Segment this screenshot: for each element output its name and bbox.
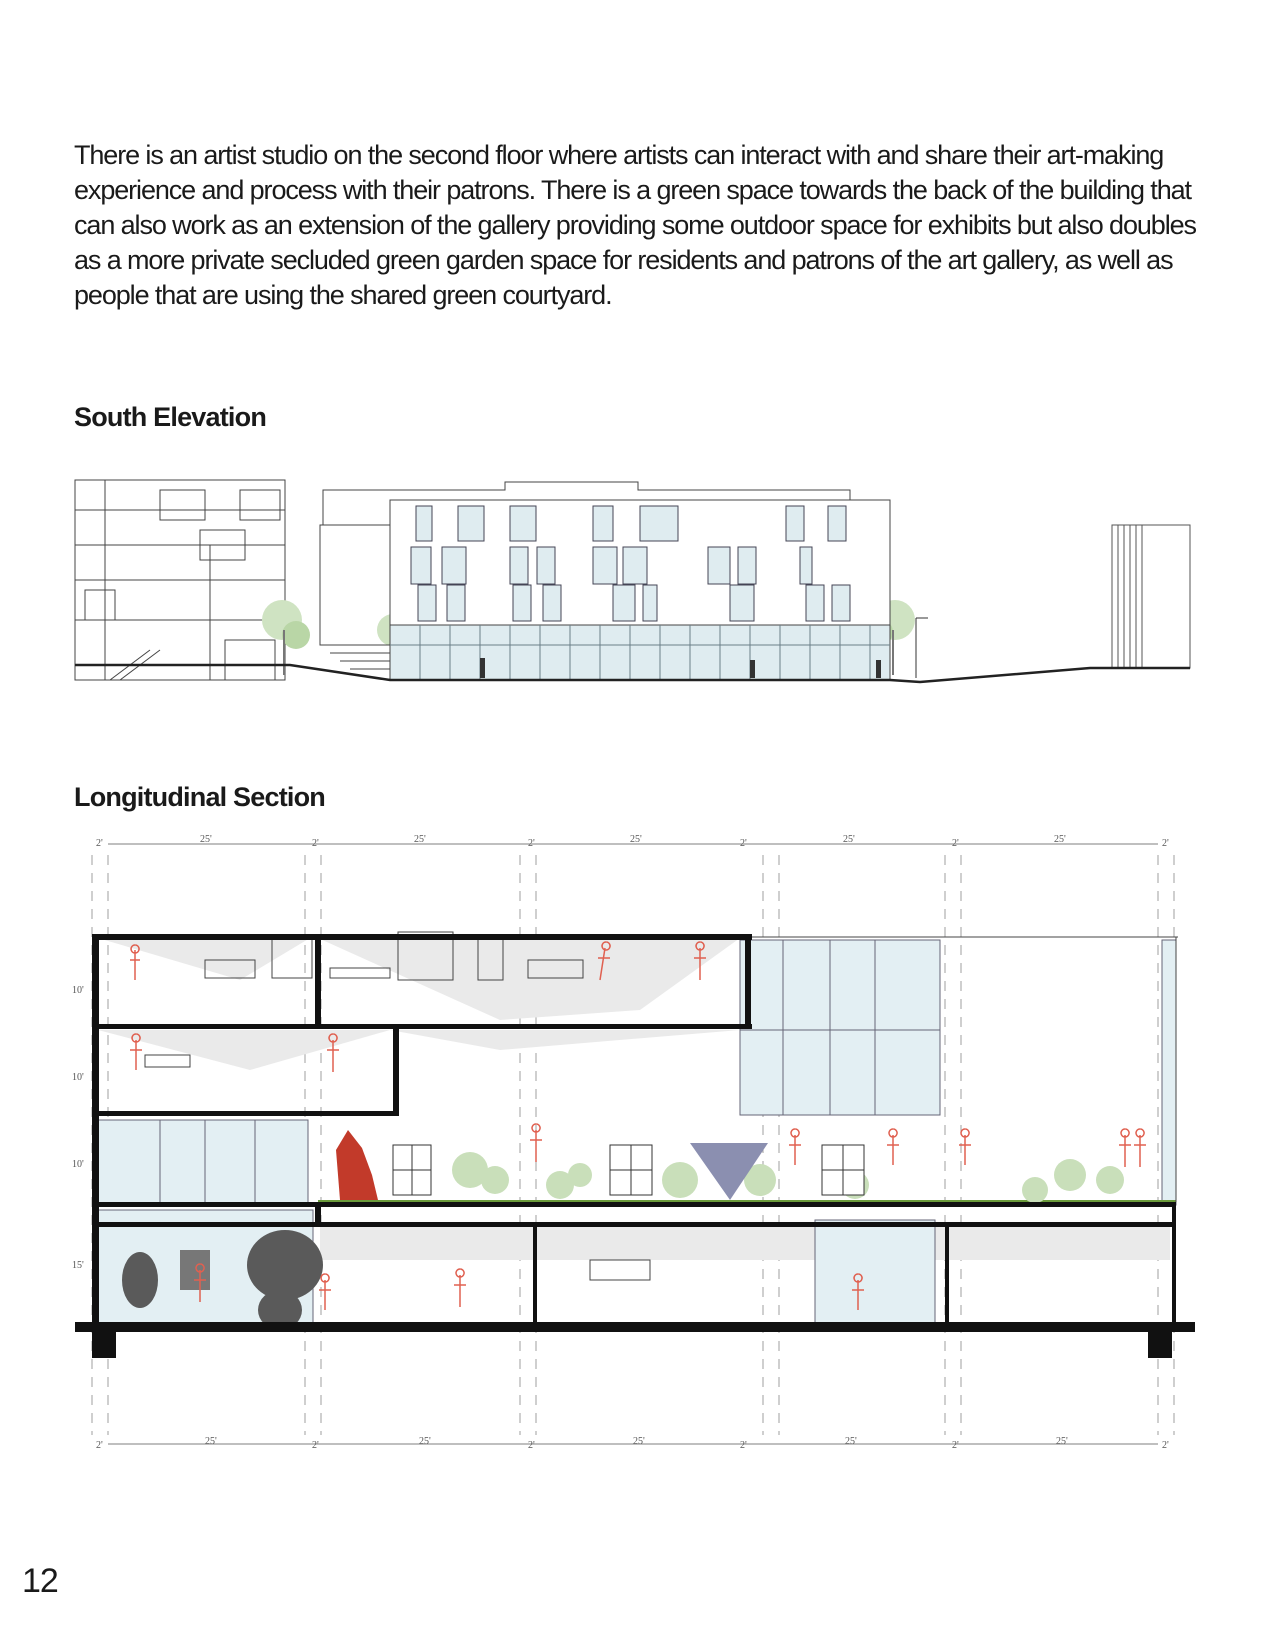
right-neighbor-building (1112, 525, 1190, 668)
level-label-0: 10' (72, 985, 84, 996)
left-neighbor-building (75, 480, 285, 680)
dim-bottom-3: 25' (419, 1436, 431, 1447)
dim-top-8: 2' (952, 838, 959, 849)
dim-bottom-8: 2' (952, 1440, 959, 1451)
dim-bottom-6: 2' (740, 1440, 747, 1451)
dim-bottom-9: 25' (1056, 1436, 1068, 1447)
dim-top-6: 2' (740, 838, 747, 849)
page-number: 12 (22, 1562, 58, 1600)
dim-bottom-5: 25' (633, 1436, 645, 1447)
main-building-elevation (390, 500, 890, 680)
dim-bottom-4: 2' (528, 1440, 535, 1451)
level-label-3: 15' (72, 1260, 84, 1271)
south-elevation-drawing (0, 470, 1275, 700)
entry-stairs (320, 525, 390, 669)
red-sculpture (336, 1130, 378, 1200)
dim-top-0: 2' (96, 838, 103, 849)
dim-top-7: 25' (843, 834, 855, 845)
level-label-1: 10' (72, 1072, 84, 1083)
south-elevation-heading: South Elevation (74, 402, 267, 432)
level-labels (72, 985, 84, 1271)
dim-top-4: 2' (528, 838, 535, 849)
top-dimension-string (96, 834, 1169, 849)
dim-bottom-7: 25' (845, 1436, 857, 1447)
bottom-dimension-string (96, 1436, 1169, 1451)
dim-bottom-0: 2' (96, 1440, 103, 1451)
dim-top-9: 25' (1054, 834, 1066, 845)
dim-bottom-2: 2' (312, 1440, 319, 1451)
dim-bottom-1: 25' (205, 1436, 217, 1447)
longitudinal-section-heading: Longitudinal Section (74, 782, 325, 812)
dim-top-2: 2' (312, 838, 319, 849)
longitudinal-section-drawing (0, 830, 1275, 1460)
dim-top-1: 25' (200, 834, 212, 845)
intro-paragraph: There is an artist studio on the second floor where artists can interact with and share their art-making experience and process with their patrons. There is a green space towards the back of the building that can also work as an extension of the gallery providing some outdoor space for exhibits but also doubles as a more private secluded green garden space for residents and patrons of the art gallery, as well as people that are using the shared green courtyard. (74, 140, 1196, 310)
dim-top-5: 25' (630, 834, 642, 845)
street-lamp (916, 618, 928, 678)
level-label-2: 10' (72, 1159, 84, 1170)
dim-top-3: 25' (414, 834, 426, 845)
dim-bottom-10: 2' (1162, 1440, 1169, 1451)
dim-top-10: 2' (1162, 838, 1169, 849)
